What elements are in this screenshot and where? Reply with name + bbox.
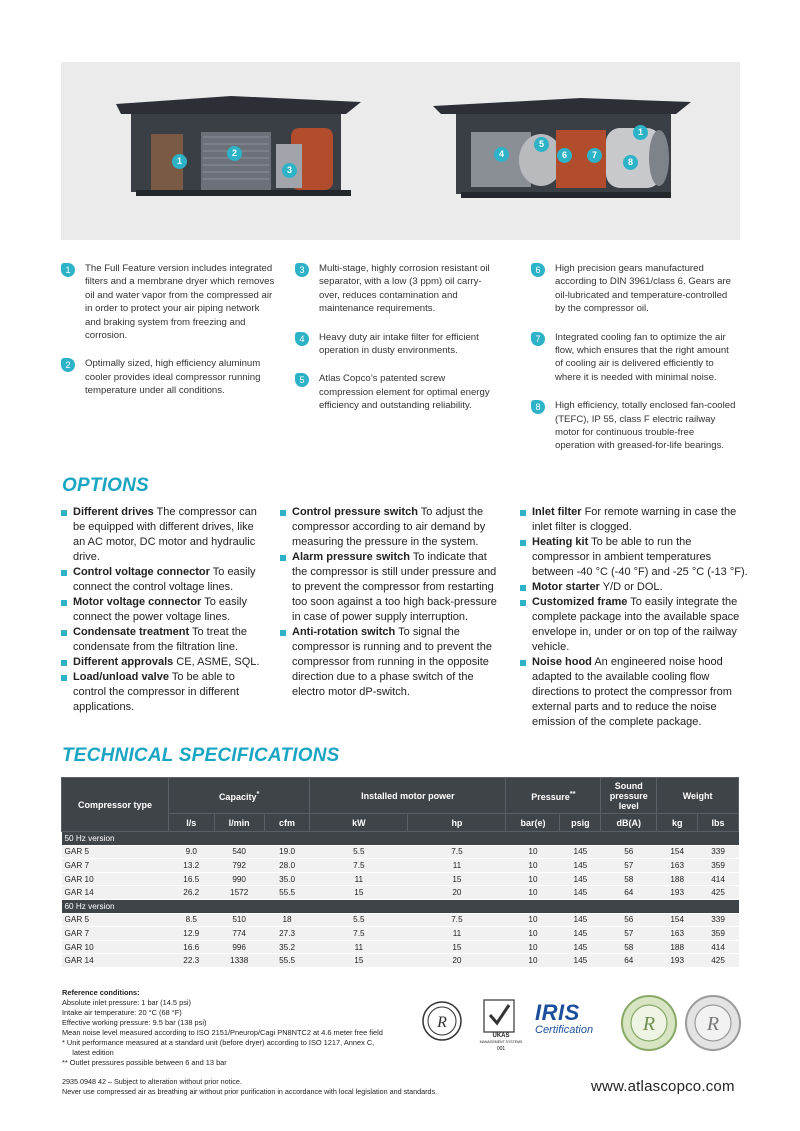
feature-number: 1 (61, 263, 75, 277)
value-cell: 35.2 (264, 940, 310, 954)
value-cell: 193 (657, 954, 698, 968)
option-desc: To easily connect the power voltage lines. (73, 596, 247, 623)
value-cell: 414 (698, 940, 739, 954)
options-column-1 (61, 505, 266, 715)
header-pressure (506, 778, 601, 814)
value-cell: 359 (698, 859, 739, 873)
specs-table-body (62, 832, 739, 968)
value-cell: 22.3 (169, 954, 215, 968)
value-cell: 792 (214, 859, 264, 873)
value-cell: 20 (408, 954, 506, 968)
feature-number: 2 (61, 358, 75, 372)
option-name: Control pressure switch (292, 506, 418, 518)
value-cell: 145 (560, 913, 601, 927)
value-cell: 145 (560, 927, 601, 941)
feature-number: 3 (295, 263, 309, 277)
option-name: Load/unload valve (73, 671, 169, 683)
value-cell: 425 (698, 886, 739, 900)
value-cell: 15 (408, 872, 506, 886)
bullet-square (280, 630, 286, 636)
option-name: Alarm pressure switch (292, 551, 410, 563)
features-column-1 (61, 262, 276, 413)
website-link[interactable]: www.atlascopco.com (591, 1078, 735, 1095)
model-cell: GAR 5 (62, 913, 169, 927)
callout-badge-1b: 1 (633, 125, 648, 140)
value-cell: 5.5 (310, 913, 408, 927)
value-cell: 7.5 (310, 859, 408, 873)
version-label: 50 Hz version (62, 832, 739, 846)
reference-line: ** Outlet pressures possible between 6 and 13 bar (62, 1058, 227, 1067)
value-cell: 145 (560, 859, 601, 873)
value-cell: 540 (214, 845, 264, 859)
model-cell: GAR 14 (62, 954, 169, 968)
value-cell: 26.2 (169, 886, 215, 900)
feature-number: 5 (295, 373, 309, 387)
value-cell: 28.0 (264, 859, 310, 873)
header-weight: Weight (657, 778, 739, 814)
value-cell: 16.5 (169, 872, 215, 886)
reference-line: Intake air temperature: 20 °C (68 °F) (62, 1008, 182, 1017)
value-cell: 1572 (214, 886, 264, 900)
option-item (520, 535, 748, 580)
callout-badge-8: 8 (623, 155, 638, 170)
option-item (520, 655, 748, 730)
value-cell: 359 (698, 927, 739, 941)
header-capacity-label: Capacity (218, 792, 257, 802)
value-cell: 510 (214, 913, 264, 927)
header-compressor-type: Compressor type (62, 778, 169, 832)
unit-cell: hp (408, 814, 506, 832)
option-name: Noise hood (532, 656, 592, 668)
version-row (62, 832, 739, 846)
value-cell: 10 (506, 845, 560, 859)
feature-item (531, 262, 736, 316)
bullet-square (280, 510, 286, 516)
value-cell: 7.5 (310, 927, 408, 941)
unit-cell: dB(A) (601, 814, 657, 832)
unit-cell: psig (560, 814, 601, 832)
option-desc: To signal the compressor is running and to prevent the compressor from running in the opposite direction due to a phase switch of the electro motor dP-switch. (292, 626, 492, 698)
value-cell: 145 (560, 845, 601, 859)
bullet-square (520, 660, 526, 666)
option-name: Control voltage connector (73, 566, 210, 578)
value-cell: 990 (214, 872, 264, 886)
ukas-text: UKAS (492, 1033, 510, 1039)
table-row (62, 872, 739, 886)
value-cell: 5.5 (310, 845, 408, 859)
option-desc: To be able to run the compressor in ambient temperatures between -40 °C (-40 °F) and -25 °C (-13 °F). (532, 536, 748, 578)
feature-item (531, 399, 736, 453)
value-cell: 56 (601, 913, 657, 927)
bullet-square (280, 555, 286, 561)
value-cell: 15 (310, 886, 408, 900)
value-cell: 145 (560, 940, 601, 954)
breathing-air-warning: Never use compressed air as breathing air without prior purification in accordance with local legislation and standards. (62, 1087, 438, 1096)
value-cell: 58 (601, 872, 657, 886)
bullet-square (520, 585, 526, 591)
value-cell: 145 (560, 886, 601, 900)
unit-cell: cfm (264, 814, 310, 832)
bullet-square (61, 630, 67, 636)
value-cell: 11 (310, 940, 408, 954)
value-cell: 55.5 (264, 886, 310, 900)
ukas-number: 001 (496, 1046, 506, 1052)
callout-badge-2: 2 (227, 146, 242, 161)
feature-text: Atlas Copco’s patented screw compression element for optimal energy efficiency and outstanding reliability. (319, 373, 490, 412)
bullet-square (520, 510, 526, 516)
feature-text: High efficiency, totally enclosed fan-cooled (TEFC), IP 55, class F electric railway motor for continuous trouble-free operation with greased-for-life bearings. (555, 400, 736, 452)
option-desc: To easily connect the control voltage lines. (73, 566, 256, 593)
value-cell: 193 (657, 886, 698, 900)
feature-text: Optimally sized, high efficiency aluminum cooler provides ideal compressor running temperature under all conditions. (85, 358, 261, 397)
value-cell: 57 (601, 859, 657, 873)
option-name: Customized frame (532, 596, 628, 608)
value-cell: 414 (698, 872, 739, 886)
table-row (62, 954, 739, 968)
bullet-square (61, 510, 67, 516)
value-cell: 145 (560, 954, 601, 968)
value-cell: 10 (506, 927, 560, 941)
reference-line: latest edition (62, 1048, 114, 1057)
bullet-square (520, 600, 526, 606)
value-cell: 996 (214, 940, 264, 954)
model-cell: GAR 14 (62, 886, 169, 900)
value-cell: 13.2 (169, 859, 215, 873)
value-cell: 27.3 (264, 927, 310, 941)
left-compressor-unit (116, 96, 361, 196)
callout-badge-6: 6 (557, 148, 572, 163)
value-cell: 10 (506, 954, 560, 968)
option-desc: Y/D or DOL. (599, 581, 663, 593)
value-cell: 10 (506, 913, 560, 927)
feature-item (295, 262, 495, 316)
table-row (62, 845, 739, 859)
value-cell: 188 (657, 872, 698, 886)
table-row (62, 886, 739, 900)
option-item (61, 505, 266, 565)
header-capacity (169, 778, 310, 814)
feature-item (295, 331, 495, 358)
reference-conditions (62, 988, 383, 1068)
table-row (62, 859, 739, 873)
unit-cell: kW (310, 814, 408, 832)
unit-cell: kg (657, 814, 698, 832)
reference-line: Mean noise level measured according to ISO 2151/Pneurop/Cagi PN8NTC2 at 4.6 meter free field (62, 1028, 383, 1037)
value-cell: 55.5 (264, 954, 310, 968)
option-name: Different drives (73, 506, 154, 518)
version-row (62, 899, 739, 913)
value-cell: 16.6 (169, 940, 215, 954)
product-photo-area (61, 62, 740, 240)
value-cell: 1338 (214, 954, 264, 968)
callout-badge-5: 5 (534, 137, 549, 152)
document-number-line: 2935 0948 42 – Subject to alteration without prior notice. (62, 1077, 242, 1086)
unit-cell: bar(e) (506, 814, 560, 832)
header-pressure-mark: ** (569, 789, 576, 798)
value-cell: 10 (506, 886, 560, 900)
features-column-3 (531, 262, 736, 468)
value-cell: 64 (601, 954, 657, 968)
option-desc: To treat the condensate from the filtration line. (73, 626, 248, 653)
option-item (61, 670, 266, 715)
feature-text: Heavy duty air intake filter for efficient operation in dusty environments. (319, 331, 479, 357)
value-cell: 18 (264, 913, 310, 927)
value-cell: 10 (506, 940, 560, 954)
reference-line: Effective working pressure: 9.5 bar (138 psi) (62, 1018, 207, 1027)
option-item (280, 550, 502, 625)
model-cell: GAR 10 (62, 940, 169, 954)
value-cell: 15 (310, 954, 408, 968)
value-cell: 12.9 (169, 927, 215, 941)
reference-line: * Unit performance measured at a standard unit (before dryer) according to ISO 1217, Annex C, (62, 1038, 375, 1047)
option-desc: To adjust the compressor according to air demand by measuring the pressure in the system. (292, 506, 486, 548)
value-cell: 425 (698, 954, 739, 968)
value-cell: 11 (408, 927, 506, 941)
value-cell: 7.5 (408, 845, 506, 859)
bullet-square (61, 675, 67, 681)
value-cell: 15 (408, 940, 506, 954)
option-desc: To indicate that the compressor is still under pressure and to prevent the compressor from restarting too soon against a too high back-pressure in case of power supply interruption. (292, 551, 497, 623)
option-desc: An engineered noise hood adapted to the available cooling flow directions to protect the compressor from external parts and to reduce the noise emission of the complete package. (532, 656, 732, 728)
reference-line: Absolute inlet pressure: 1 bar (14.5 psi) (62, 998, 191, 1007)
reference-title: Reference conditions: (62, 988, 140, 997)
option-item (61, 595, 266, 625)
feature-number: 8 (531, 400, 545, 414)
option-item (520, 580, 748, 595)
option-desc: To easily integrate the complete package into the available space envelope in, under or on top of the railway vehicle. (532, 596, 740, 653)
header-sound: Sound pressure level (601, 778, 657, 814)
option-item (61, 655, 266, 670)
option-name: Motor voltage connector (73, 596, 202, 608)
table-row (62, 913, 739, 927)
model-cell: GAR 7 (62, 859, 169, 873)
option-item (520, 505, 748, 535)
compressor-illustration (61, 62, 740, 240)
ukas-sub: MANAGEMENT SYSTEMS (479, 1040, 523, 1044)
value-cell: 10 (506, 859, 560, 873)
value-cell: 9.0 (169, 845, 215, 859)
option-name: Heating kit (532, 536, 589, 548)
option-name: Motor starter (532, 581, 600, 593)
value-cell: 19.0 (264, 845, 310, 859)
header-pressure-label: Pressure (531, 792, 570, 802)
option-item (61, 625, 266, 655)
options-column-2 (280, 505, 502, 700)
svg-text:R: R (706, 1013, 720, 1035)
option-desc: CE, ASME, SQL. (173, 656, 260, 668)
options-heading: OPTIONS (62, 475, 149, 496)
value-cell: 188 (657, 940, 698, 954)
table-row (62, 927, 739, 941)
option-item (61, 565, 266, 595)
option-item (280, 625, 502, 700)
value-cell: 11 (408, 859, 506, 873)
callout-badge-4: 4 (494, 147, 509, 162)
value-cell: 339 (698, 845, 739, 859)
unit-cell: lbs (698, 814, 739, 832)
svg-text:R: R (642, 1013, 656, 1035)
option-desc: For remote warning in case the inlet filter is clogged. (532, 506, 737, 533)
model-cell: GAR 5 (62, 845, 169, 859)
quality-seal-green-icon (620, 994, 678, 1052)
feature-text: The Full Feature version includes integrated filters and a membrane dryer which removes oil and water vapor from the compressed air in order to protect your air piping network and braking system from freezing and corrosion. (85, 263, 275, 342)
options-column-3 (520, 505, 748, 730)
table-row (62, 940, 739, 954)
value-cell: 58 (601, 940, 657, 954)
value-cell: 20 (408, 886, 506, 900)
option-item (280, 505, 502, 550)
option-item (520, 595, 748, 655)
value-cell: 8.5 (169, 913, 215, 927)
features-column-2 (295, 262, 495, 428)
svg-text:R: R (437, 1014, 447, 1031)
ukas-certification-logo (420, 995, 530, 1055)
option-name: Inlet filter (532, 506, 582, 518)
value-cell: 56 (601, 845, 657, 859)
feature-item (295, 372, 495, 412)
specs-heading: TECHNICAL SPECIFICATIONS (62, 745, 340, 766)
model-cell: GAR 7 (62, 927, 169, 941)
feature-text: Integrated cooling fan to optimize the air flow, which ensures that the right amount of cooling air is delivered efficiently to where it is needed with minimal noise. (555, 331, 729, 383)
value-cell: 339 (698, 913, 739, 927)
feature-item (61, 262, 276, 342)
model-cell: GAR 10 (62, 872, 169, 886)
quality-seal-grey-icon (684, 994, 742, 1052)
feature-number: 6 (531, 263, 545, 277)
feature-number: 7 (531, 332, 545, 346)
value-cell: 57 (601, 927, 657, 941)
option-name: Condensate treatment (73, 626, 190, 638)
feature-number: 4 (295, 332, 309, 346)
bullet-square (61, 570, 67, 576)
option-desc: The compressor can be equipped with different drives, like an AC motor, DC motor and hydraulic drive. (73, 506, 257, 563)
feature-text: High precision gears manufactured according to DIN 3961/class 6. Gears are oil-lubricated and temperature-controlled by the compressor oil. (555, 263, 731, 315)
value-cell: 10 (506, 872, 560, 886)
value-cell: 163 (657, 927, 698, 941)
callout-badge-7: 7 (587, 148, 602, 163)
value-cell: 774 (214, 927, 264, 941)
value-cell: 154 (657, 913, 698, 927)
header-capacity-mark: * (256, 789, 260, 798)
iris-sub: Certification (535, 1024, 594, 1036)
option-desc: To be able to control the compressor in different applications. (73, 671, 240, 713)
value-cell: 11 (310, 872, 408, 886)
bullet-square (61, 660, 67, 666)
feature-text: Multi-stage, highly corrosion resistant oil separator, with a low (3 ppm) oil carry-over, reduces contamination and maintenance requirements. (319, 263, 490, 315)
value-cell: 145 (560, 872, 601, 886)
value-cell: 7.5 (408, 913, 506, 927)
unit-cell: l/min (214, 814, 264, 832)
option-name: Anti-rotation switch (292, 626, 396, 638)
bullet-square (520, 540, 526, 546)
footer-notes (62, 1077, 437, 1097)
value-cell: 64 (601, 886, 657, 900)
header-motor-power: Installed motor power (310, 778, 506, 814)
callout-badge-1: 1 (172, 154, 187, 169)
feature-item (61, 357, 276, 397)
specs-table (61, 777, 739, 968)
version-label: 60 Hz version (62, 899, 739, 913)
feature-item (531, 331, 736, 385)
iris-certification-logo (535, 1000, 610, 1050)
iris-text: IRIS (535, 1000, 580, 1025)
value-cell: 154 (657, 845, 698, 859)
callout-badge-3: 3 (282, 163, 297, 178)
value-cell: 35.0 (264, 872, 310, 886)
unit-cell: l/s (169, 814, 215, 832)
bullet-square (61, 600, 67, 606)
value-cell: 163 (657, 859, 698, 873)
option-name: Different approvals (73, 656, 174, 668)
